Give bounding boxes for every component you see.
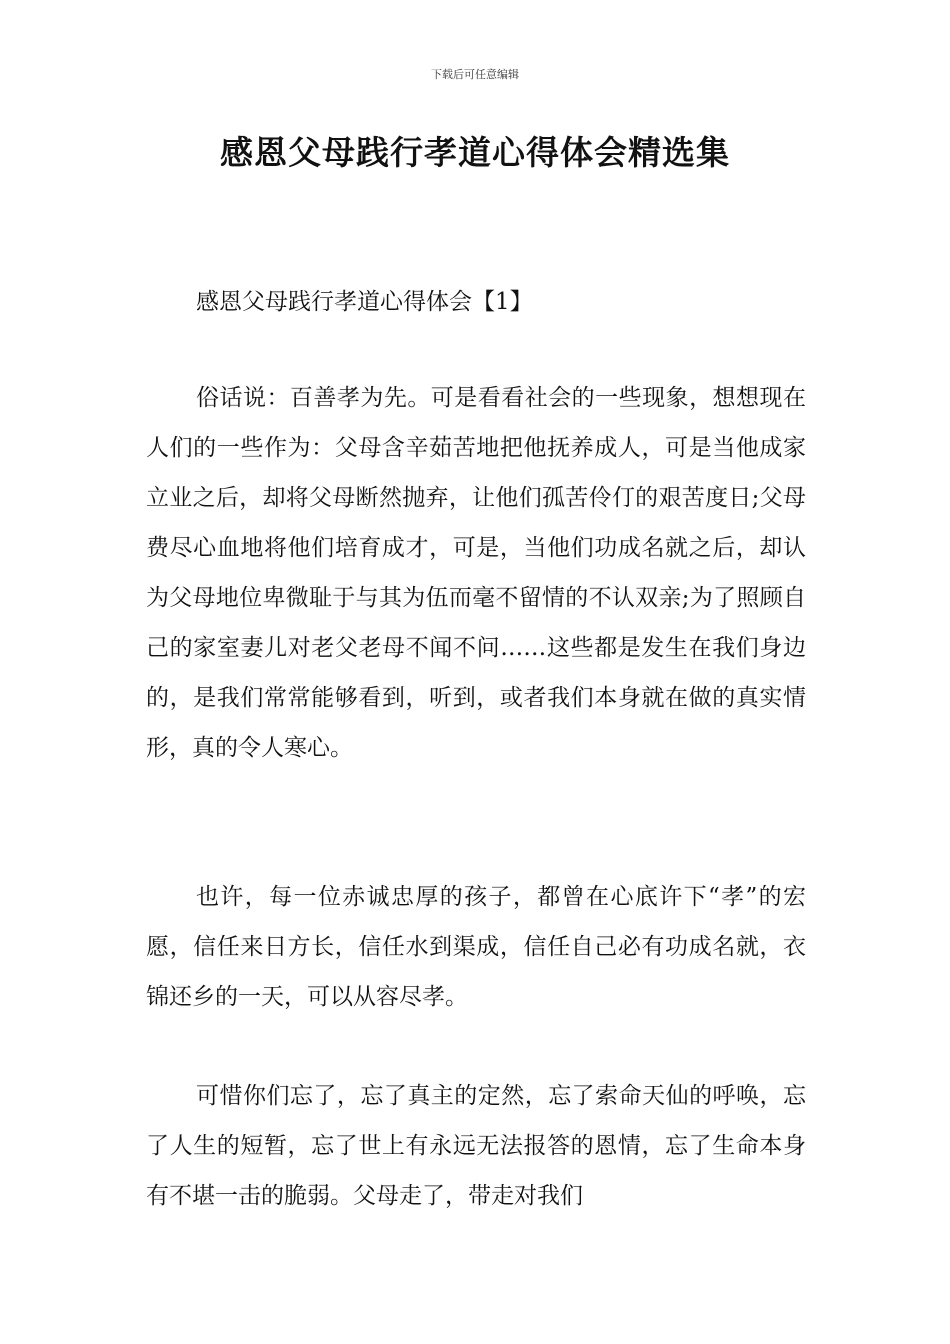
paragraph-3: 可惜你们忘了，忘了真主的定然，忘了索命天仙的呼唤，忘了人生的短暂，忘了世上有永远无法报答的恩情，忘了生命本身有不堪一击的脆弱。父母走了，带走对我们	[146, 1083, 806, 1209]
document-title: 感恩父母践行孝道心得体会精选集	[220, 133, 730, 172]
section-heading: 感恩父母践行孝道心得体会【1】	[196, 289, 533, 315]
paragraph-1: 俗话说：百善孝为先。可是看看社会的一些现象，想想现在人们的一些作为：父母含辛茹苦地把他抚养成人，可是当他成家立业之后，却将父母断然抛弃，让他们孤苦伶仃的艰苦度日;父母费尽心血地将他们培育成才，可是，当他们功成名就之后，却认为父母地位卑微耻于与其为伍而毫不留情的不认双亲;为了照顾自己的家室妻儿对老父老母不闻不问……这些都是发生在我们身边的，是我们常常能够看到，听到，或者我们本身就在做的真实情形，真的令人寒心。	[146, 385, 806, 761]
paragraph-2: 也许，每一位赤诚忠厚的孩子，都曾在心底许下“孝”的宏愿，信任来日方长，信任水到渠成，信任自己必有功成名就，衣锦还乡的一天，可以从容尽孝。	[146, 884, 806, 1010]
header-note: 下载后可任意编辑	[431, 68, 519, 81]
